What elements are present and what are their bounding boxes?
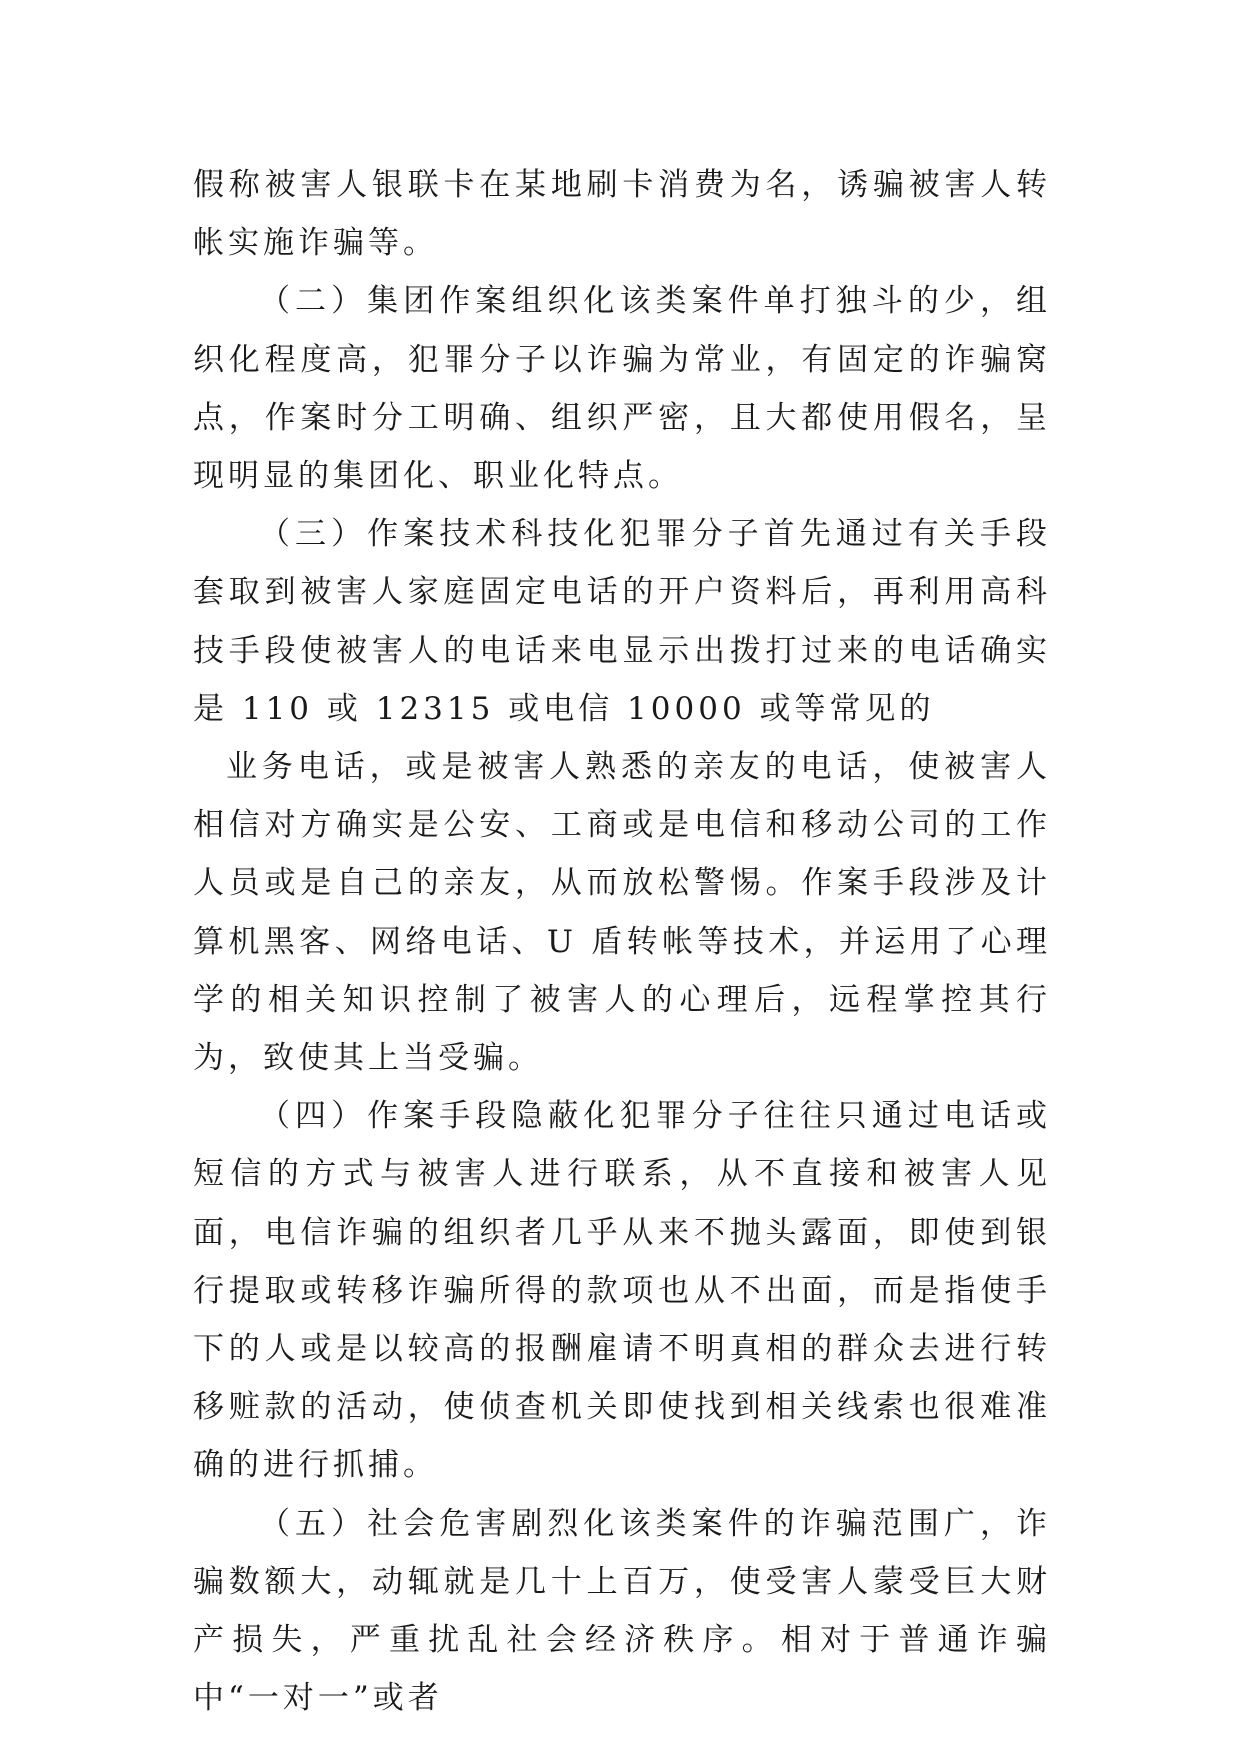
- body-text: [193, 156, 1051, 1727]
- paragraph-section-5: （五）社会危害剧烈化该类案件的诈骗范围广，诈骗数额大，动辄就是几十上百万，使受害人蒙受巨大财产损失，严重扰乱社会经济秩序。相对于普通诈骗中“一对一”或者: [193, 1505, 1051, 1717]
- paragraph-continuation: 假称被害人银联卡在某地刷卡消费为名，诱骗被害人转帐实施诈骗等。: [193, 167, 1051, 262]
- paragraph-section-3-continued: 业务电话，或是被害人熟悉的亲友的电话，使被害人相信对方确实是公安、工商或是电信和移动公司的工作人员或是自己的亲友，从而放松警惕。作案手段涉及计算机黑客、网络电话、U 盾转帐等技术，并运用了心理学的相关知识控制了被害人的心理后，远程掌控其行为，致使其上当受骗。: [193, 749, 1051, 1077]
- paragraph-section-3: （三）作案技术科技化犯罪分子首先通过有关手段套取到被害人家庭固定电话的开户资料后，再利用高科技手段使被害人的电话来电显示出拨打过来的电话确实是 110 或 12315 或电信 10000 或等常见的: [193, 516, 1051, 727]
- paragraph-section-2: （二）集团作案组织化该类案件单打独斗的少，组织化程度高，犯罪分子以诈骗为常业，有固定的诈骗窝点，作案时分工明确、组织严密，且大都使用假名，呈现明显的集团化、职业化特点。: [193, 283, 1051, 495]
- paragraph-section-4: （四）作案手段隐蔽化犯罪分子往往只通过电话或短信的方式与被害人进行联系，从不直接和被害人见面，电信诈骗的组织者几乎从来不抛头露面，即使到银行提取或转移诈骗所得的款项也从不出面，而是指使手下的人或是以较高的报酬雇请不明真相的群众去进行转移赃款的活动，使侦查机关即使找到相关线索也很难准确的进行抓捕。: [193, 1098, 1051, 1484]
